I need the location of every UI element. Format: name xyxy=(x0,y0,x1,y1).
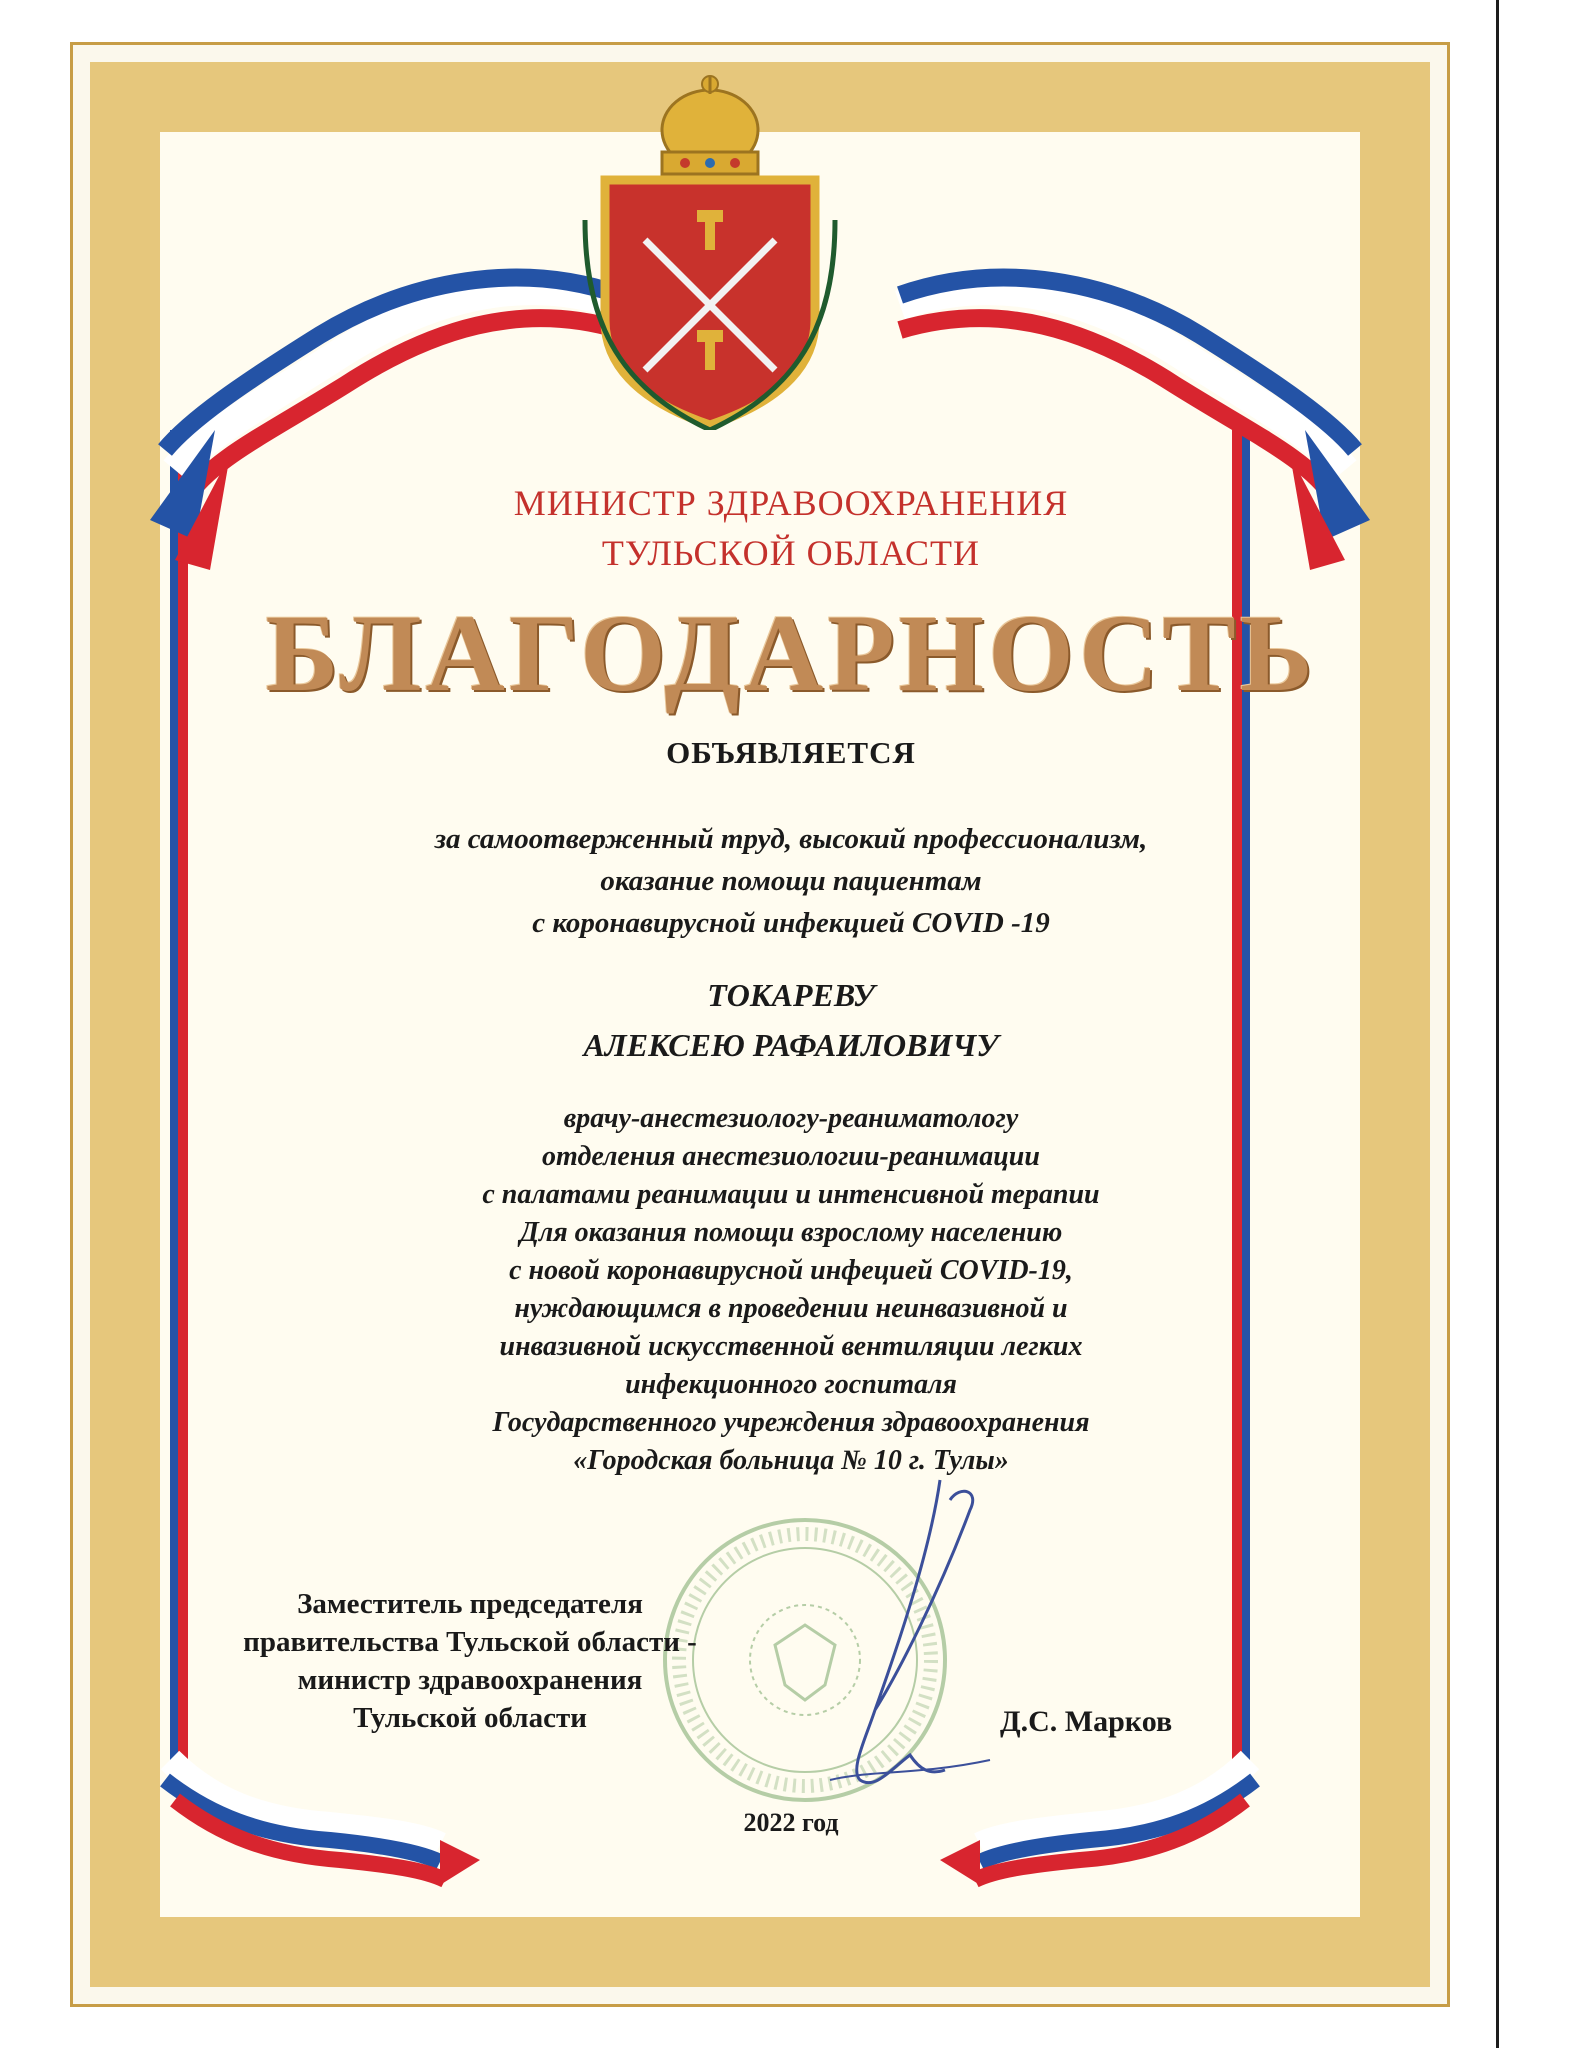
position-line: врачу-анестезиологу-реаниматологу xyxy=(563,1103,1019,1134)
handwritten-signature xyxy=(790,1470,1020,1830)
reason-line: за самоотверженный труд, высокий профессионализм, xyxy=(434,823,1148,855)
award-reason xyxy=(0,818,1582,944)
announcement-label: ОБЪЯВЛЯЕТСЯ xyxy=(666,735,916,770)
tula-coat-of-arms-emblem xyxy=(565,70,855,430)
recipient-position xyxy=(0,1100,1582,1480)
certificate-title: БЛАГОДАРНОСТЬ xyxy=(265,592,1317,714)
signer-name: Д.С. Марков xyxy=(1000,1705,1173,1738)
position-line: нуждающимся в проведении неинвазивной и xyxy=(514,1293,1068,1324)
signer-title-line: правительства Тульской области - xyxy=(243,1626,697,1658)
position-line: отделения анестезиологии-реанимации xyxy=(542,1141,1040,1172)
issuer-line-1: МИНИСТР ЗДРАВООХРАНЕНИЯ xyxy=(513,483,1069,523)
position-line: инфекционного госпиталя xyxy=(625,1369,957,1400)
reason-line: с коронавирусной инфекцией COVID -19 xyxy=(532,907,1050,939)
issuer-heading xyxy=(0,478,1582,578)
recipient-name xyxy=(0,970,1582,1070)
recipient-surname: ТОКАРЕВУ xyxy=(707,977,875,1013)
position-line: Государственного учреждения здравоохранения xyxy=(492,1407,1090,1438)
reason-line: оказание помощи пациентам xyxy=(600,865,982,897)
position-line: с новой коронавирусной инфецией COVID-19, xyxy=(509,1255,1073,1286)
issue-year: 2022 год xyxy=(743,1808,839,1837)
position-line: «Городская больница № 10 г. Тулы» xyxy=(573,1445,1009,1476)
signer-title xyxy=(200,1585,740,1737)
signer-title-line: Заместитель председателя xyxy=(297,1588,643,1620)
signer-title-line: Тульской области xyxy=(353,1702,587,1734)
signer-title-line: министр здравоохранения xyxy=(297,1664,643,1696)
position-line: инвазивной искусственной вентиляции легких xyxy=(499,1331,1083,1362)
recipient-given-names: АЛЕКСЕЮ РАФАИЛОВИЧУ xyxy=(583,1027,999,1063)
position-line: с палатами реанимации и интенсивной терапии xyxy=(482,1179,1100,1210)
crown-icon xyxy=(662,76,758,174)
issuer-line-2: ТУЛЬСКОЙ ОБЛАСТИ xyxy=(601,533,981,573)
position-line: Для оказания помощи взрослому населению xyxy=(519,1217,1063,1248)
